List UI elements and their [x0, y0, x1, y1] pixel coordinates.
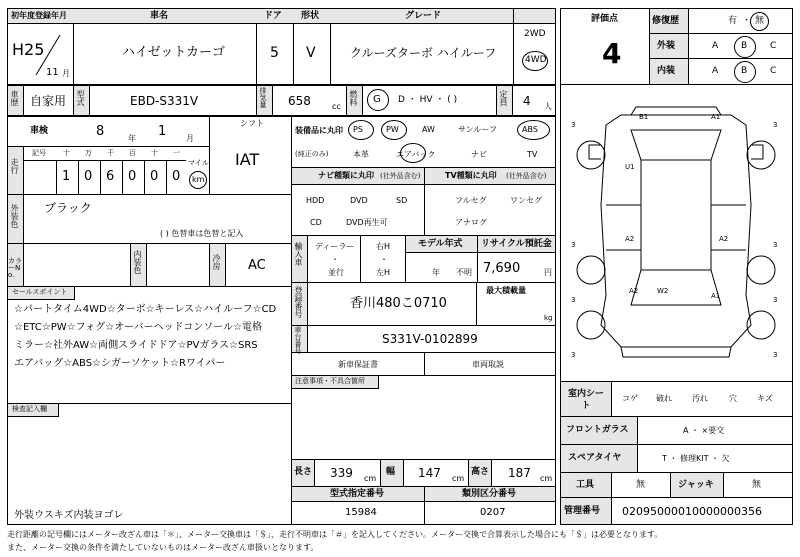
equipment-item: 本革 — [353, 150, 369, 159]
displacement-value: 658 — [288, 94, 311, 108]
mileage-digit-header: 十 — [63, 149, 70, 157]
warranty-new: 新車保証書 — [338, 360, 378, 369]
management-label: 管理番号 — [564, 506, 601, 516]
doors-value: 5 — [270, 45, 279, 61]
equipment-item: PS — [353, 125, 363, 134]
tv-analog: アナログ — [455, 218, 487, 227]
chassis-label: 車台番号 — [294, 326, 302, 354]
car-diagram — [561, 85, 792, 381]
seat-item-ana: 穴 — [729, 394, 737, 403]
windshield-value: A ・ ×要交 — [683, 426, 725, 435]
diagram-label-a1-rear: A1 — [711, 292, 721, 300]
length-value: 339 — [330, 466, 353, 480]
inspector-value: 外装ウスキズ内装ヨゴレ — [14, 510, 124, 521]
mileage-digit-divider — [56, 160, 57, 194]
shape-label: 形状 — [301, 11, 320, 21]
model-year-label: モデル年式 — [418, 239, 463, 249]
model-year-unit: 年 — [432, 268, 440, 277]
handle-left: 左H — [376, 268, 391, 277]
first-reg-month-unit: 月 — [62, 69, 70, 78]
management-value: 02095000010000000356 — [622, 505, 762, 518]
diagram-label-fr: 3 — [773, 121, 778, 129]
mileage-digit-divider — [122, 160, 123, 194]
navi-cd: CD — [310, 218, 322, 227]
tv-sub: (社外品含む) — [506, 172, 547, 180]
sales-point-line-1: ☆パートタイム4WD☆ターボ☆キーレス☆ハイルーフ☆CD — [14, 304, 277, 315]
diagram-label-ml: 3 — [571, 241, 576, 249]
equipment-item: ナビ — [471, 150, 487, 159]
mileage-digit-header: 十 — [151, 149, 158, 157]
car-name-label: 車名 — [150, 11, 169, 21]
height-value: 187 — [508, 466, 531, 480]
inspection-month: 1 — [158, 124, 167, 139]
height-unit: cm — [540, 474, 553, 483]
mileage-digit: 0 — [128, 169, 137, 184]
recycle-value: 7,690 — [483, 261, 521, 276]
navi-hdd: HDD — [306, 196, 325, 205]
equipment-item: エアバック — [396, 150, 436, 159]
max-load-unit: kg — [544, 314, 553, 322]
car-body-outline — [601, 115, 751, 347]
seat-item-koge: コゲ — [622, 394, 638, 403]
repair-value-cell — [688, 8, 793, 34]
diagram-label-fl: 3 — [571, 121, 576, 129]
interior-grade-a: A — [712, 66, 719, 76]
grade-label: グレード — [405, 11, 442, 21]
inspector-label: 検査記入欄 — [12, 405, 47, 413]
fuel-g: G — [373, 94, 381, 105]
handle-right: 右H — [376, 242, 391, 251]
exterior-color-note: ( ) 色替車は色替と記入 — [160, 229, 244, 238]
mileage-digit-header: 千 — [107, 149, 114, 157]
mileage-digit-divider — [78, 160, 79, 194]
recycle-label: リサイクル預託金 — [481, 239, 552, 249]
registration-value: 香川480こ0710 — [350, 296, 447, 311]
footer-line-1: 走行距離の記号欄にはメーター改ざん車は「＊」、メーター交換車は「＄」、走行不明車は「＃」を記入してください。メーター交換で合算表示した場合にも「＄」は必要となります。 — [7, 530, 663, 539]
equipment-cell — [291, 116, 556, 168]
car-rear-bumper — [621, 347, 731, 357]
grade-value: クルーズターボ ハイルーフ — [350, 46, 497, 60]
first-reg-era-year: H25 — [12, 40, 45, 59]
mileage-digit: 0 — [150, 169, 159, 184]
spare-tire-label: スペアタイヤ — [568, 453, 622, 463]
seat-item-kizu: キズ — [757, 394, 773, 403]
type-designation-label: 型式指定番号 — [330, 489, 385, 499]
vehicle-class-label: 車歴 — [10, 90, 19, 106]
first-reg-label: 初年度登録年月 — [11, 11, 67, 20]
equipment-item: AW — [422, 125, 435, 134]
car-rear-window — [631, 270, 721, 305]
jack-value: 無 — [752, 480, 762, 490]
mileage-digit-divider — [144, 160, 145, 194]
fuel-label: 燃料 — [349, 90, 358, 106]
repair-label: 修復歴 — [652, 16, 680, 26]
capacity-unit: 人 — [544, 102, 552, 111]
navi-dvd-play: DVD再生可 — [346, 218, 388, 227]
drive-2wd: 2WD — [524, 29, 546, 39]
inspection-year-unit: 年 — [128, 134, 136, 143]
equipment-item: サンルーフ — [458, 125, 497, 134]
tools-label: 工具 — [576, 480, 595, 490]
mileage-digit: 0 — [172, 169, 181, 184]
repair-dot: ・ — [742, 16, 752, 26]
inspector-cell — [7, 403, 292, 525]
width-label: 幅 — [386, 467, 396, 477]
warranty-manual: 車両取説 — [472, 360, 504, 369]
tv-body — [424, 184, 556, 236]
equipment-label: 装備品に丸印 — [295, 126, 343, 135]
score-label: 評価点 — [591, 14, 619, 24]
interior-grade-label: 内装 — [657, 66, 676, 76]
notes-label: 注意事項・不具合箇所 — [295, 377, 365, 385]
mileage-digit-header: 万 — [85, 149, 92, 157]
exterior-color-label: 外装色 — [10, 204, 19, 228]
diagram-label-rl: 3 — [571, 296, 576, 304]
shape-value: V — [306, 45, 316, 61]
seat-item-yogore: 汚れ — [692, 394, 708, 403]
diagram-label-a1-top: A1 — [711, 113, 721, 121]
mileage-mile-label: マイル — [188, 159, 209, 167]
tv-label: TV種類に丸印 — [445, 171, 497, 180]
equipment-sub-label: (純正のみ) — [295, 150, 329, 158]
mileage-digit: 6 — [106, 169, 115, 184]
handle-dot: ・ — [380, 255, 388, 264]
aircon-label: 冷房 — [212, 254, 221, 270]
navi-dvd: DVD — [350, 196, 368, 205]
sales-point-line-4: エアバッグ☆ABS☆シガーソケット☆Rワイパー — [14, 358, 226, 369]
exterior-grade-c: C — [770, 41, 777, 51]
drive-4wd: 4WD — [525, 55, 547, 65]
wheel-rear-left — [577, 256, 605, 284]
mileage-digit-header: 百 — [129, 149, 136, 157]
mileage-digit-divider — [166, 160, 167, 194]
diagram-label-a2-left: A2 — [625, 235, 635, 243]
spare-tire-value: T ・ 修理KIT ・ 欠 — [662, 454, 730, 463]
import-label: 輸入車 — [294, 242, 303, 266]
mileage-km-label: km — [192, 175, 205, 184]
tools-value: 無 — [636, 480, 646, 490]
seat-item-yabure: 破れ — [656, 394, 672, 403]
score-value: 4 — [602, 37, 622, 70]
tv-oneseg: ワンセグ — [510, 196, 542, 205]
interior-grade-c: C — [770, 66, 777, 76]
inspection-month-unit: 月 — [186, 134, 194, 143]
model-label: 型式 — [76, 90, 85, 106]
displacement-unit: cc — [332, 102, 341, 111]
car-windshield — [631, 130, 721, 160]
footer-line-2: また、メーター交換の条件を満たしていないものはメーター改ざん車扱いとなります。 — [7, 543, 319, 552]
import-dealer: ディーラー — [315, 242, 355, 251]
capacity-value: 4 — [523, 94, 531, 108]
windshield-label: フロントガラス — [566, 425, 629, 435]
repair-yes: 有 — [728, 16, 738, 26]
diagram-label-a2-right: A2 — [719, 235, 729, 243]
car-name-value: ハイゼットカーゴ — [122, 45, 225, 60]
chassis-value: S331V-0102899 — [382, 332, 478, 346]
repair-no: 無 — [755, 16, 765, 26]
color-no-label: カラーNo. — [8, 257, 22, 279]
mileage-label: 走行 — [10, 158, 19, 174]
mileage-digit: 1 — [62, 169, 71, 184]
width-unit: cm — [452, 474, 465, 483]
height-label: 高さ — [471, 467, 490, 477]
vehicle-class-value: 自家用 — [30, 94, 67, 108]
diagram-label-a2-rear: A2 — [629, 287, 639, 295]
car-mirror-left — [589, 145, 601, 159]
wheel-rear-right — [747, 256, 775, 284]
jack-label: ジャッキ — [678, 480, 714, 490]
sales-points-label: セールスポイント — [12, 288, 68, 296]
mileage-digit-divider — [100, 160, 101, 194]
first-reg-month: 11 — [46, 67, 59, 78]
exterior-color-value: ブラック — [44, 201, 92, 215]
max-load-label: 最大積載量 — [486, 286, 526, 295]
diagram-label-mr: 3 — [773, 241, 778, 249]
diagram-label-sr: 3 — [773, 351, 778, 359]
fuel-rest: D ・ HV ・ ( ) — [398, 95, 458, 105]
equipment-item: PW — [386, 125, 399, 134]
seat-label: 室内シート — [567, 389, 604, 411]
import-parallel: 並行 — [328, 268, 344, 277]
capacity-label: 定員 — [499, 90, 508, 106]
import-dot: ・ — [331, 255, 339, 264]
model-year-unknown: 不明 — [456, 268, 472, 277]
diagram-label-w2: W2 — [657, 287, 669, 295]
exterior-grade-b: B — [741, 41, 748, 51]
width-value: 147 — [418, 466, 441, 480]
sales-point-line-2: ☆ETC☆PW☆フォグ☆オーバーヘッドコンソール☆電格 — [14, 322, 262, 333]
inspection-label: 車検 — [30, 126, 49, 136]
drive-cell — [513, 8, 556, 85]
type-designation-value: 15984 — [345, 507, 377, 518]
registration-label: 登録番号 — [294, 286, 303, 318]
tv-fullseg: フルセグ — [455, 196, 487, 205]
recycle-unit: 円 — [544, 268, 552, 277]
inspection-year: 8 — [96, 124, 105, 139]
exterior-grade-a: A — [712, 41, 719, 51]
diagram-label-sl: 3 — [571, 351, 576, 359]
aircon-value: AC — [248, 258, 266, 273]
mileage-mark-label: 記号 — [32, 149, 46, 157]
category-label: 類別区分番号 — [462, 489, 517, 499]
car-roof — [641, 160, 711, 270]
equipment-item: TV — [527, 150, 538, 159]
mileage-header-divider — [24, 160, 186, 161]
interior-color-label: 内装色 — [133, 250, 142, 274]
sales-point-line-3: ミラー☆社外AW☆両側スライドドア☆PVガラス☆SRS — [14, 340, 258, 351]
interior-grade-b: B — [741, 66, 748, 76]
model-value: EBD-S331V — [130, 94, 199, 108]
displacement-label: 排気量 — [259, 87, 267, 108]
equipment-item: ABS — [522, 125, 538, 134]
shift-value: IAT — [235, 150, 260, 169]
navi-sd: SD — [396, 196, 408, 205]
length-label: 長さ — [294, 467, 313, 477]
mileage-digit: 0 — [84, 169, 93, 184]
length-unit: cm — [364, 474, 377, 483]
navi-sub: (社外品含む) — [380, 172, 421, 180]
navi-body — [291, 184, 425, 236]
door-label: ドア — [264, 11, 282, 21]
diagram-label-rr: 3 — [773, 296, 778, 304]
mileage-digit-header: 一 — [173, 149, 180, 157]
car-mirror-right — [751, 145, 763, 159]
diagram-label-u1: U1 — [625, 163, 635, 171]
diagram-label-b1: B1 — [639, 113, 649, 121]
category-value: 0207 — [480, 507, 506, 518]
navi-label: ナビ種類に丸印 — [318, 171, 374, 180]
shift-label: シフト — [240, 119, 264, 128]
exterior-grade-label: 外装 — [657, 41, 676, 51]
